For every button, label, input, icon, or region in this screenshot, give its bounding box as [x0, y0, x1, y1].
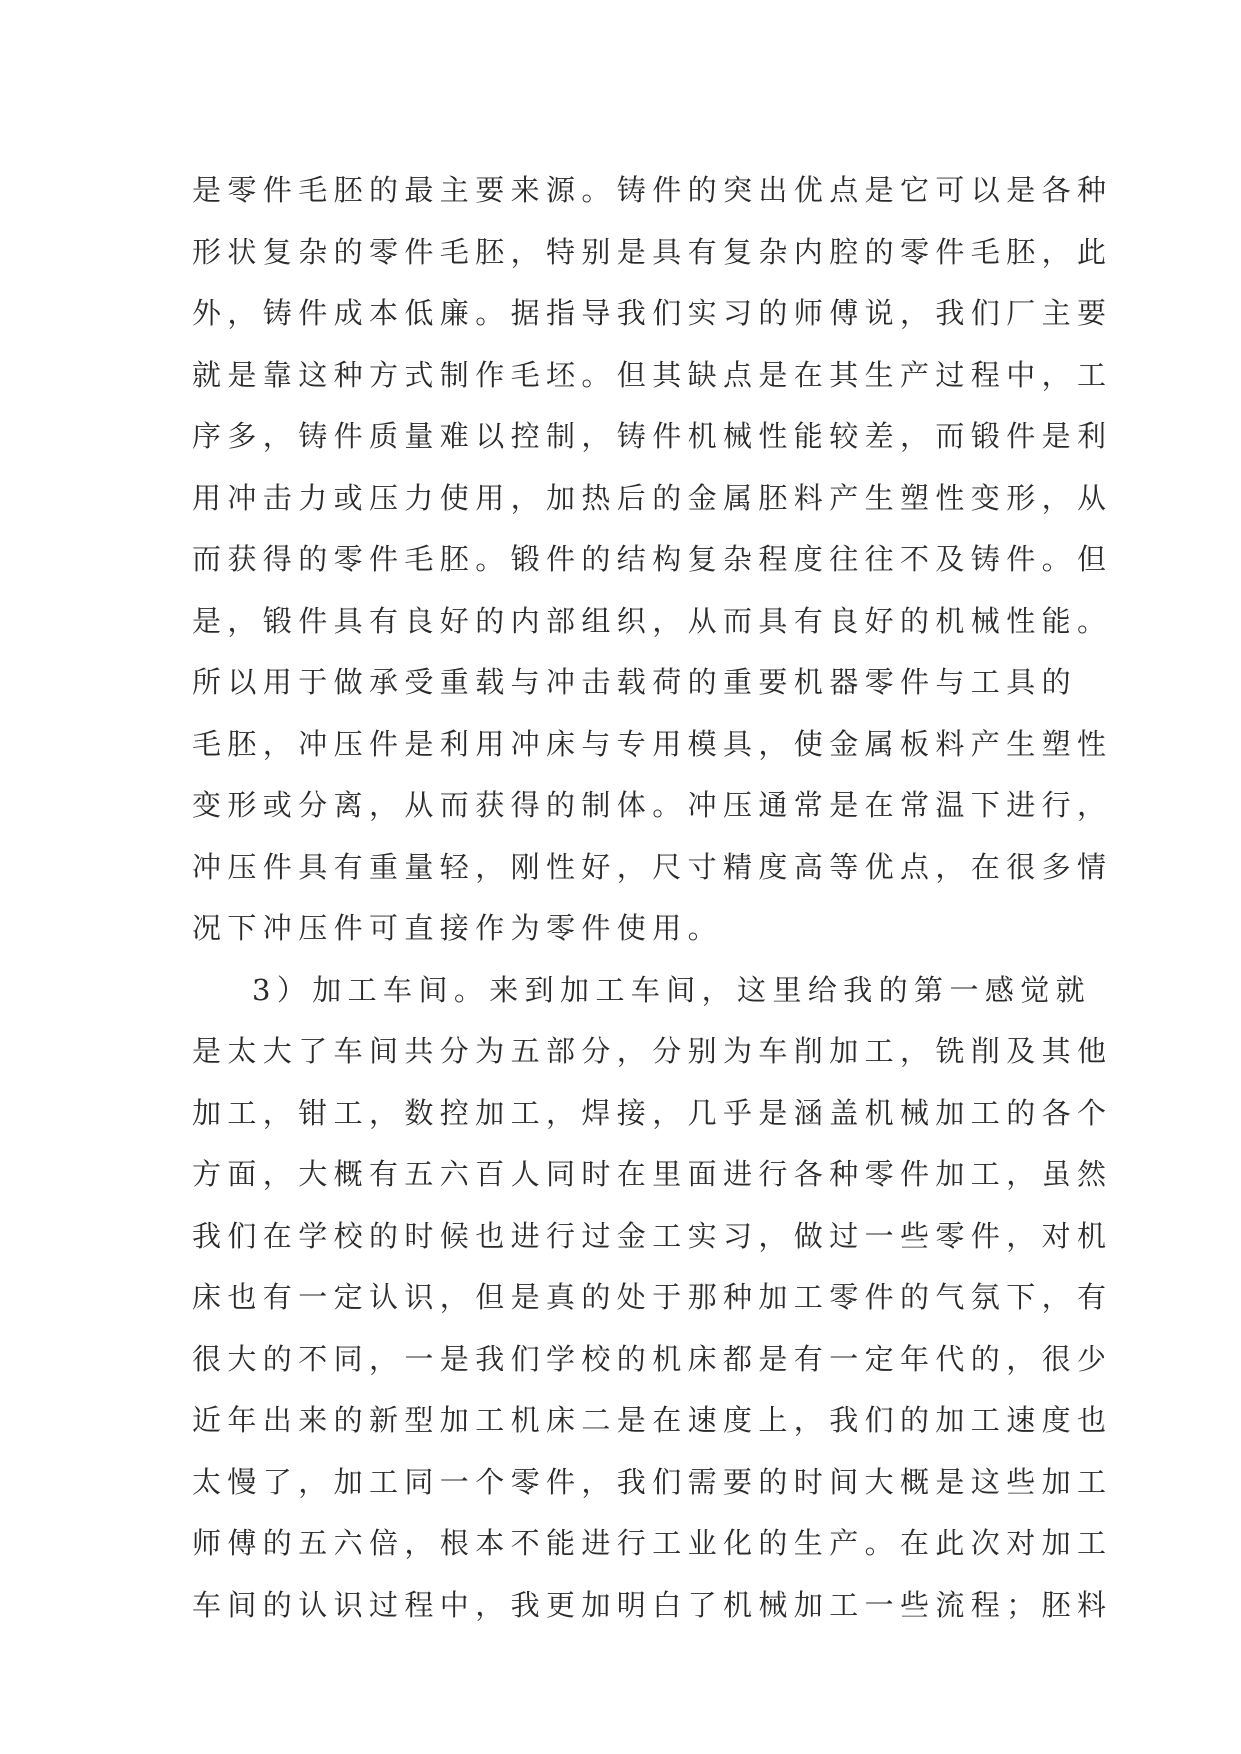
text-line: 就是靠这种方式制作毛坯。但其缺点是在其生产过程中，工: [192, 357, 1113, 392]
body-text: [192, 160, 1113, 1636]
text-line: 加工，钳工，数控加工，焊接，几乎是涵盖机械加工的各个: [192, 1095, 1113, 1130]
text-line: 车间的认识过程中，我更加明白了机械加工一些流程；胚料: [192, 1587, 1113, 1622]
text-line: 冲压件具有重量轻，刚性好，尺寸精度高等优点，在很多情: [192, 849, 1113, 884]
text-line: 我们在学校的时候也进行过金工实习，做过一些零件，对机: [192, 1218, 1113, 1253]
text-line: 外，铸件成本低廉。据指导我们实习的师傅说，我们厂主要: [192, 296, 1113, 330]
text-line: 近年出来的新型加工机床二是在速度上，我们的加工速度也: [192, 1403, 1113, 1437]
text-line: 用冲击力或压力使用，加热后的金属胚料产生塑性变形，从: [192, 480, 1113, 515]
text-line: 方面，大概有五六百人同时在里面进行各种零件加工，虽然: [192, 1157, 1113, 1191]
text-line: 序多，铸件质量难以控制，铸件机械性能较差，而锻件是利: [192, 419, 1113, 453]
text-line: 毛胚，冲压件是利用冲床与专用模具，使金属板料产生塑性: [192, 726, 1113, 761]
text-line: 所以用于做承受重载与冲击载荷的重要机器零件与工具的: [192, 665, 1078, 699]
text-line: 很大的不同，一是我们学校的机床都是有一定年代的，很少: [192, 1341, 1113, 1376]
paragraph-start-line: 3）加工车间。来到加工车间，这里给我的第一感觉就: [252, 972, 1092, 1007]
text-line: 是太大了车间共分为五部分，分别为车削加工，铣削及其他: [192, 1034, 1113, 1068]
text-line: 而获得的零件毛胚。锻件的结构复杂程度往往不及铸件。但: [192, 542, 1113, 576]
text-line: 师傅的五六倍，根本不能进行工业化的生产。在此次对加工: [192, 1526, 1113, 1560]
text-line: 是零件毛胚的最主要来源。铸件的突出优点是它可以是各种: [192, 173, 1113, 207]
text-line: 形状复杂的零件毛胚，特别是具有复杂内腔的零件毛胚，此: [192, 234, 1113, 269]
text-line: 况下冲压件可直接作为零件使用。: [192, 911, 724, 945]
text-line: 变形或分离，从而获得的制体。冲压通常是在常温下进行，: [192, 788, 1113, 822]
text-line: 太慢了，加工同一个零件，我们需要的时间大概是这些加工: [192, 1464, 1113, 1499]
text-line: 床也有一定认识，但是真的处于那种加工零件的气氛下，有: [192, 1280, 1113, 1314]
text-line: 是，锻件具有良好的内部组织，从而具有良好的机械性能。: [192, 603, 1113, 638]
